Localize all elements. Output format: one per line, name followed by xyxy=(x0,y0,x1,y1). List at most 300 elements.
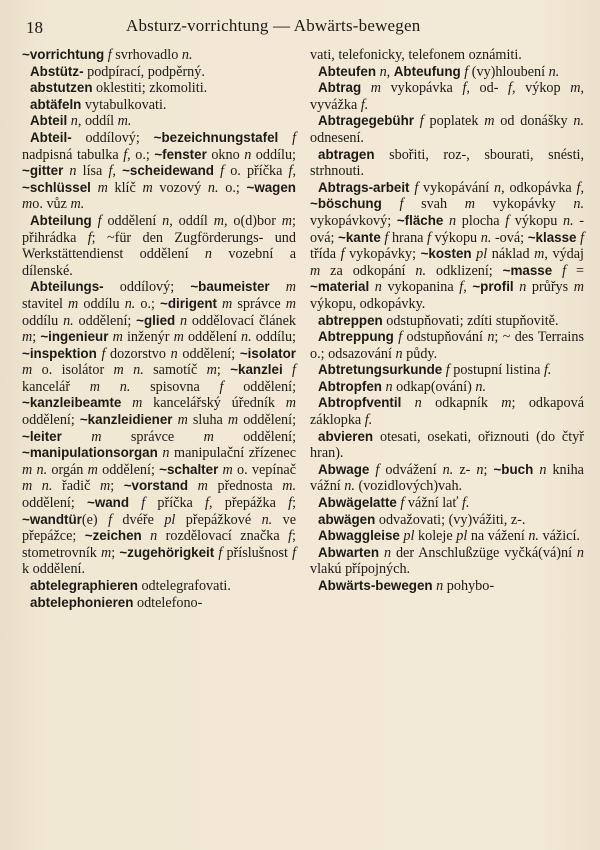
headword: ~dirigent xyxy=(160,295,217,311)
definition-text xyxy=(283,362,292,378)
grammar-label: m n. xyxy=(22,478,53,495)
grammar-label: f xyxy=(288,163,293,180)
headword: abvieren xyxy=(318,428,374,444)
grammar-label: m xyxy=(22,362,33,379)
definition-text: správce xyxy=(232,295,286,312)
definition-text: oddělení xyxy=(101,212,163,229)
headword: ~glied xyxy=(136,312,176,328)
grammar-label: m xyxy=(177,412,188,429)
grammar-label: n. xyxy=(63,312,74,329)
definition-text: oddílu xyxy=(78,295,125,312)
headword: Abteilung xyxy=(30,212,92,228)
grammar-label: n. xyxy=(548,63,560,80)
grammar-label: m xyxy=(285,279,297,296)
grammar-label: m. xyxy=(70,196,85,213)
definition-text: , xyxy=(463,279,473,296)
grammar-label: f xyxy=(288,528,293,545)
grammar-label: m n. xyxy=(113,362,144,379)
definition-text: ; přihrádka xyxy=(22,212,296,246)
definition-text: oddělení xyxy=(183,329,242,346)
headword: ~kante xyxy=(338,229,381,245)
grammar-label: n xyxy=(150,528,158,545)
definition-text: výkopu xyxy=(509,212,563,229)
definition-text: kancelářský úředník xyxy=(142,395,286,412)
dictionary-entry xyxy=(310,329,584,362)
definition-text: , přepážka xyxy=(209,495,289,512)
definition-text: oddělení; xyxy=(177,345,240,362)
headword: ~material xyxy=(310,279,370,295)
definition-text: (e) xyxy=(81,511,109,528)
definition-text xyxy=(62,429,91,445)
definition-text: od donášky xyxy=(494,113,574,130)
headword: ~fenster xyxy=(154,146,207,162)
headword: ~baumeister xyxy=(190,279,270,295)
definition-text: kniha vážní xyxy=(310,461,584,495)
dictionary-entry xyxy=(22,64,296,81)
definition-text: spisovna xyxy=(130,378,220,395)
dictionary-entry xyxy=(310,495,584,512)
grammar-label: n. xyxy=(480,229,492,246)
definition-text: oddělení; xyxy=(97,461,160,478)
dictionary-entry xyxy=(310,147,584,180)
grammar-label: f xyxy=(218,544,223,561)
grammar-label: n xyxy=(374,279,382,296)
definition-text: , xyxy=(580,179,584,196)
definition-text: o.; xyxy=(218,179,247,196)
running-head: Absturz-vorrichtung — Abwärts-bewegen xyxy=(126,16,421,35)
page-number: 18 xyxy=(26,18,43,37)
dictionary-entry xyxy=(310,528,584,545)
grammar-label: m xyxy=(22,329,33,346)
definition-text: stavitel xyxy=(22,295,69,312)
headword: ~zugehörigkeit xyxy=(119,544,215,560)
definition-text: ; xyxy=(110,478,124,495)
definition-text xyxy=(142,528,150,544)
dictionary-entry xyxy=(22,47,296,64)
definition-text: z- xyxy=(453,461,477,478)
definition-text: přednosta xyxy=(207,478,283,495)
definition-text: oddílu xyxy=(22,312,64,329)
grammar-label: n. xyxy=(344,478,355,495)
headword: ~kanzlei xyxy=(230,362,283,378)
grammar-label: f xyxy=(87,229,92,246)
definition-text: odkapník xyxy=(421,395,502,412)
definition-text: kancelář xyxy=(22,378,90,395)
headword: Abteil xyxy=(30,113,68,129)
definition-text: (vy)hloubení xyxy=(468,63,549,80)
headword: ~böschung xyxy=(310,196,382,212)
headword: Abtretungsurkunde xyxy=(318,362,443,378)
definition-text: podpírací, podpěrný. xyxy=(83,63,205,80)
headword: Abteufen xyxy=(318,63,377,79)
grammar-label: m xyxy=(142,179,153,196)
dictionary-entry xyxy=(310,462,584,495)
grammar-label: f xyxy=(562,262,567,279)
grammar-label: f xyxy=(464,63,469,80)
grammar-label: f xyxy=(508,80,512,97)
definition-text: ; xyxy=(32,329,41,346)
definition-text: odvažovati; (vy)vážiti, z-. xyxy=(375,511,526,528)
grammar-label: n. xyxy=(207,179,219,196)
headword: ~manipulationsorgan xyxy=(22,445,158,461)
definition-text: , oddíl xyxy=(169,212,214,229)
definition-text: , xyxy=(292,163,297,180)
grammar-label: f xyxy=(505,212,510,229)
definition-text: = xyxy=(566,262,584,279)
definition-text xyxy=(188,478,198,494)
definition-text: oddělení; xyxy=(238,412,297,429)
definition-text xyxy=(121,395,132,411)
definition-text: vykopávky; xyxy=(344,246,421,263)
headword: ~wagen xyxy=(246,179,296,195)
grammar-label: m xyxy=(197,478,208,495)
dictionary-entry xyxy=(22,595,296,612)
definition-text: náklad xyxy=(487,246,535,263)
grammar-label: m xyxy=(132,395,143,412)
grammar-label: m xyxy=(534,246,545,263)
grammar-label: f xyxy=(219,378,224,395)
headword: Abtropfen xyxy=(318,378,382,394)
grammar-label: m. xyxy=(117,113,132,130)
definition-text: ; xyxy=(483,461,494,478)
headword: Abtreppung xyxy=(318,329,394,345)
grammar-label: f xyxy=(384,229,389,246)
grammar-label: f xyxy=(399,196,404,213)
definition-text xyxy=(361,80,371,96)
grammar-label: n xyxy=(395,345,403,362)
definition-text: , od- xyxy=(466,80,509,97)
grammar-label: n xyxy=(244,146,252,163)
headword: Abtrag xyxy=(318,80,362,96)
headword: ~scheidewand xyxy=(122,163,214,179)
definition-text: správce xyxy=(101,428,204,445)
headword: abtreppen xyxy=(318,312,383,328)
definition-text: oddělovací článek xyxy=(187,312,297,329)
grammar-label: n xyxy=(70,113,78,130)
dictionary-entry xyxy=(22,80,296,97)
grammar-label: f xyxy=(101,345,106,362)
grammar-label: m xyxy=(68,295,79,312)
definition-text: za odkopání xyxy=(320,262,416,279)
definition-text: klíč xyxy=(107,179,143,196)
grammar-label: f xyxy=(414,179,419,196)
headword: Abteil- xyxy=(30,129,72,145)
definition-text: odtelefono- xyxy=(133,594,203,611)
grammar-label: n xyxy=(414,395,422,412)
definition-text: vážní lať xyxy=(404,495,463,512)
grammar-label: m xyxy=(101,544,112,561)
grammar-label: m xyxy=(112,329,123,346)
grammar-label: f xyxy=(400,495,405,512)
grammar-label: n. xyxy=(124,295,136,312)
dictionary-entry xyxy=(22,113,296,130)
grammar-label: m xyxy=(484,113,495,130)
grammar-label: f. xyxy=(360,96,369,113)
grammar-label: m xyxy=(213,212,224,229)
dictionary-entry xyxy=(310,80,584,113)
headword: Abwarten xyxy=(318,544,380,560)
definition-text: sbořiti, roz-, sbourati, snésti, strhnouti. xyxy=(310,146,584,180)
grammar-label: f xyxy=(445,362,450,379)
grammar-label: n xyxy=(519,279,527,296)
definition-text: na vážení xyxy=(467,528,529,545)
headword: ~wandtür xyxy=(22,511,82,527)
definition-text: dvéře xyxy=(112,511,165,528)
headword: ~schalter xyxy=(159,461,219,477)
grammar-label: m xyxy=(87,461,98,478)
grammar-label: n. xyxy=(573,113,584,130)
headword: ~wand xyxy=(87,495,130,511)
definition-text: pohybo- xyxy=(443,578,495,594)
dictionary-entry xyxy=(22,578,296,595)
definition-text: der Anschlußzüge vyčká(vá)ní xyxy=(391,544,577,561)
definition-text: oklestiti; zkomoliti. xyxy=(92,80,208,97)
headword: abtragen xyxy=(318,146,375,162)
dictionary-entry xyxy=(310,429,584,462)
definition-text: rozdělovací značka xyxy=(157,528,289,545)
dictionary-entry xyxy=(310,545,584,578)
definition-text: , výkop xyxy=(512,80,571,97)
definition-text: k oddělení. xyxy=(22,561,86,578)
grammar-label: pl xyxy=(403,528,415,545)
headword: ~ingenieur xyxy=(40,329,109,345)
definition-text: o. příčka xyxy=(224,163,289,180)
headword: ~klasse xyxy=(527,229,577,245)
grammar-label: n xyxy=(436,578,444,594)
grammar-label: m xyxy=(22,196,33,213)
headword: ~inspektion xyxy=(22,345,97,361)
definition-text: , vyvážka xyxy=(310,80,584,113)
grammar-label: m xyxy=(227,412,239,429)
definition-text: nadpisná tabulka xyxy=(22,146,124,163)
grammar-label: n xyxy=(487,329,495,346)
definition-text: vytabulkovati. xyxy=(81,96,167,113)
grammar-label: n xyxy=(379,63,387,80)
grammar-label: f xyxy=(141,495,146,512)
headword: Abwägelatte xyxy=(318,495,397,511)
headword: Abtragegebühr xyxy=(318,113,414,129)
definition-text: oddělení; xyxy=(22,495,87,512)
grammar-label: m xyxy=(222,461,233,478)
grammar-label: m n. xyxy=(89,378,131,395)
grammar-label: n xyxy=(539,461,547,478)
definition-text: ; ~ des Terrains o.; odsazování xyxy=(310,329,584,362)
headword: ~gitter xyxy=(22,163,64,179)
headword: Abwaggleise xyxy=(318,528,400,544)
definition-text: ; xyxy=(111,544,120,561)
definition-text: oddělení; xyxy=(22,412,80,429)
headword: ~isolator xyxy=(239,345,297,361)
definition-text: ve přepážce; xyxy=(22,511,296,545)
grammar-label: f xyxy=(462,80,467,97)
grammar-label: m xyxy=(206,362,217,379)
grammar-label: m xyxy=(97,179,108,196)
definition-text: plocha xyxy=(456,212,506,229)
headword: ~vorrichtung xyxy=(22,47,105,62)
grammar-label: f xyxy=(292,129,297,146)
definition-text: , xyxy=(112,163,123,180)
definition-text: o.; xyxy=(135,295,161,312)
definition-text: příčka xyxy=(145,495,206,512)
headword: ~fläche xyxy=(396,212,444,228)
definition-text: , o.; xyxy=(127,146,155,163)
dictionary-entry xyxy=(310,313,584,330)
definition-text: okno xyxy=(206,146,245,163)
grammar-label: f xyxy=(398,329,403,346)
grammar-label: f xyxy=(123,146,128,163)
grammar-label: f xyxy=(419,113,424,130)
definition-text xyxy=(270,279,286,295)
headword: ~bezeichnungstafel xyxy=(153,129,279,145)
definition-text: koleje xyxy=(414,528,457,545)
dictionary-entry xyxy=(22,213,296,279)
definition-text: oddělení; xyxy=(213,428,297,445)
definition-text: oddílový; xyxy=(103,279,191,296)
headword: ~profil xyxy=(472,279,514,295)
grammar-label: m xyxy=(570,80,581,97)
definition-text: odklizení; xyxy=(426,262,503,279)
definition-text: postupní listina xyxy=(449,362,544,379)
definition-text: oddílu; xyxy=(251,146,297,163)
definition-text: orgán xyxy=(47,461,88,478)
dictionary-entry xyxy=(310,512,584,529)
headword: abstutzen xyxy=(30,80,93,96)
grammar-label: pl xyxy=(456,528,468,545)
grammar-label: m xyxy=(285,295,297,312)
definition-text: , o(d)bor xyxy=(223,212,282,229)
headword: abtäfeln xyxy=(30,96,82,112)
grammar-label: n xyxy=(204,246,213,263)
definition-text: výkopu xyxy=(431,229,481,246)
definition-text: půdy. xyxy=(402,345,438,362)
definition-text: odstupňovati; zdíti stupňovitě. xyxy=(382,312,559,329)
grammar-label: n xyxy=(476,461,484,478)
definition-text: o. vepínač xyxy=(232,461,297,478)
definition-text: , odkopávka xyxy=(501,179,577,196)
headword: ~vorstand xyxy=(123,478,189,494)
definition-text: ; odkapová záklopka xyxy=(310,395,584,429)
headword: ~schlüssel xyxy=(22,179,91,195)
definition-text xyxy=(129,495,141,511)
definition-text xyxy=(91,180,98,196)
grammar-label: m xyxy=(222,295,233,312)
definition-text: svrhovadlo xyxy=(111,47,182,63)
grammar-label: m xyxy=(310,262,321,279)
grammar-label: n. xyxy=(261,511,273,528)
text-columns xyxy=(22,47,586,611)
grammar-label: n. xyxy=(241,329,252,346)
dictionary-entry xyxy=(310,64,584,81)
definition-text: otesati, osekati, ořiznouti (do čtyř hran). xyxy=(310,428,584,462)
definition-text: hrana xyxy=(388,229,428,246)
grammar-label: f. xyxy=(462,495,470,512)
definition-text: lísa xyxy=(76,163,109,180)
dictionary-entry xyxy=(310,578,584,595)
dictionary-entry xyxy=(310,113,584,146)
definition-text: inženýr xyxy=(122,329,174,346)
definition-text: odnesení. xyxy=(310,129,364,146)
grammar-label: n xyxy=(383,544,392,561)
dictionary-entry xyxy=(310,362,584,379)
definition-text xyxy=(382,196,400,212)
grammar-label: m xyxy=(91,428,102,445)
headword: ~zeichen xyxy=(84,528,142,544)
headword: Abwärts-bewegen xyxy=(318,578,433,593)
grammar-label: n xyxy=(449,212,457,229)
grammar-label: m xyxy=(281,212,293,229)
grammar-label: f xyxy=(292,362,296,379)
grammar-label: f. xyxy=(364,412,373,429)
definition-text xyxy=(552,263,562,279)
definition-text xyxy=(278,130,292,146)
definition-text: ; xyxy=(216,362,231,379)
definition-text: odkap(ování) xyxy=(392,378,476,395)
definition-text: odstupňování xyxy=(402,329,488,346)
definition-text: ; xyxy=(292,495,297,512)
definition-text: vozební a dílenské. xyxy=(22,246,296,279)
definition-text: vykopávání xyxy=(418,179,495,196)
definition-text: (vozidlových)vah. xyxy=(354,478,463,495)
grammar-label: pl xyxy=(164,511,176,528)
definition-text: přepážkové xyxy=(175,511,262,528)
headword: ~kanzleibeamte xyxy=(22,395,122,411)
definition-text: vážicí. xyxy=(538,528,580,545)
dictionary-entry xyxy=(310,180,584,313)
grammar-label: m n. xyxy=(22,461,48,478)
grammar-label: n xyxy=(385,378,393,395)
definition-text: , xyxy=(386,63,394,80)
definition-text: , výdaj xyxy=(544,246,584,263)
definition-text: vykopávky xyxy=(474,196,574,213)
definition-text: odvážení xyxy=(379,461,443,478)
grammar-label: f xyxy=(340,246,345,263)
grammar-label: m xyxy=(573,279,585,296)
headword: abwägen xyxy=(318,511,376,527)
headword: ~leiter xyxy=(22,428,62,444)
headword: abtelegraphieren xyxy=(30,578,138,593)
grammar-label: n. xyxy=(563,212,574,229)
definition-text: dozorstvo xyxy=(105,345,171,362)
definition-text: vykopávkový; xyxy=(310,212,397,229)
definition-text: vykopávka xyxy=(381,80,463,97)
grammar-label: f xyxy=(205,495,209,512)
grammar-label: f xyxy=(375,461,380,478)
definition-text: -ová; xyxy=(491,229,528,246)
grammar-label: m xyxy=(501,395,512,412)
grammar-label: f xyxy=(427,229,431,246)
definition-text: svah xyxy=(403,196,465,213)
definition-text xyxy=(401,395,414,411)
grammar-label: m xyxy=(464,196,475,213)
definition-text: , oddíl xyxy=(77,113,118,130)
dictionary-entry xyxy=(22,279,296,578)
grammar-label: m xyxy=(370,80,381,97)
dictionary-entry xyxy=(310,47,584,64)
grammar-label: f xyxy=(459,279,464,296)
grammar-label: pl xyxy=(476,246,488,263)
grammar-label: f xyxy=(292,544,297,561)
grammar-label: f xyxy=(576,179,581,196)
definition-text: ; stometrovník xyxy=(22,528,296,561)
grammar-label: n xyxy=(494,179,502,196)
grammar-label: f xyxy=(108,163,113,180)
right-column xyxy=(310,47,584,611)
grammar-label: n xyxy=(180,312,188,329)
definition-text: vozový xyxy=(152,179,208,196)
dictionary-entry xyxy=(22,97,296,114)
definition-text: oddílu; xyxy=(251,329,296,346)
grammar-label: f xyxy=(108,511,113,528)
